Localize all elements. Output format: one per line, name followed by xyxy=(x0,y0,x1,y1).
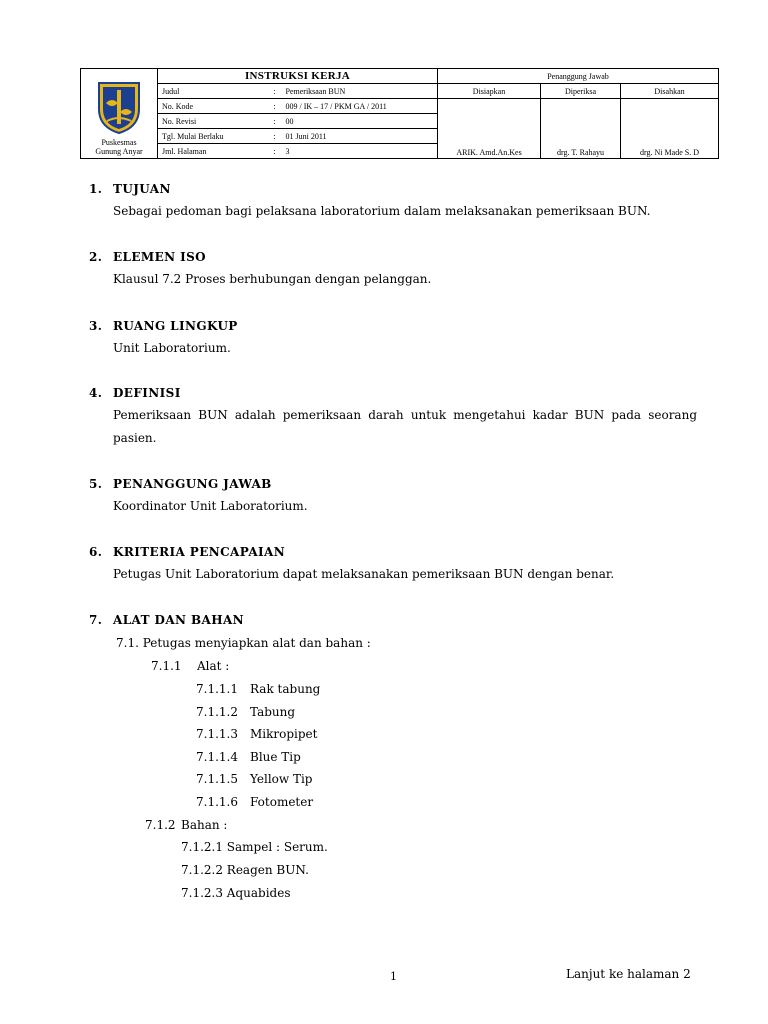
alat-item xyxy=(196,750,301,764)
alat-item-number: 7.1.1.5 xyxy=(196,772,238,786)
bahan-number: 7.1.2 xyxy=(145,818,176,832)
city-emblem-logo xyxy=(95,79,143,135)
signer-prepared: ARIK. Amd.An.Kes xyxy=(438,99,541,159)
section-title: TUJUAN xyxy=(113,182,171,196)
alat-number: 7.1.1 xyxy=(151,659,182,673)
section-number: 2. xyxy=(89,250,103,264)
alat-item xyxy=(196,682,320,696)
section-body: Koordinator Unit Laboratorium. xyxy=(113,499,308,513)
section-title: ALAT DAN BAHAN xyxy=(113,613,245,627)
section-body-line2: pasien. xyxy=(113,431,157,445)
role-checked: Diperiksa xyxy=(541,84,621,99)
alat-item-text: Tabung xyxy=(250,705,296,719)
alat-item xyxy=(196,772,313,786)
field-label-halaman: Jml. Halaman xyxy=(158,144,268,159)
role-prepared: Disiapkan xyxy=(438,84,541,99)
alat-item-text: Yellow Tip xyxy=(250,772,313,786)
bahan-label: Bahan : xyxy=(181,818,228,832)
bahan-item: 7.1.2.3 Aquabides xyxy=(181,886,291,900)
field-value-revisi: 00 xyxy=(282,114,438,129)
alat-item-text: Rak tabung xyxy=(250,682,321,696)
field-colon: : xyxy=(268,129,282,144)
section-heading xyxy=(89,182,651,200)
alat-item-text: Blue Tip xyxy=(250,750,301,764)
section-alat-dan-bahan xyxy=(89,613,244,631)
section-body: Unit Laboratorium. xyxy=(113,341,231,355)
alat-bahan-intro: 7.1. Petugas menyiapkan alat dan bahan : xyxy=(116,636,371,650)
alat-item-number: 7.1.1.1 xyxy=(196,682,238,696)
section-heading xyxy=(89,250,431,268)
section-heading xyxy=(89,319,238,337)
section-title: RUANG LINGKUP xyxy=(113,319,238,333)
logo-caption-line2: Gunung Anyar xyxy=(95,147,143,156)
section-body: Petugas Unit Laboratorium dapat melaksanakan pemeriksaan BUN dengan benar. xyxy=(113,567,615,581)
field-colon: : xyxy=(268,84,282,99)
section-ruang-lingkup xyxy=(89,319,238,360)
section-tujuan xyxy=(89,182,651,223)
field-value-halaman: 3 xyxy=(282,144,438,159)
section-title: ELEMEN ISO xyxy=(113,250,207,264)
field-colon: : xyxy=(268,99,282,114)
field-value-kode: 009 / IK – 17 / PKM GA / 2011 xyxy=(282,99,438,114)
logo-cell xyxy=(81,69,158,159)
alat-item-number: 7.1.1.6 xyxy=(196,795,238,809)
section-title: DEFINISI xyxy=(113,386,181,400)
section-title: KRITERIA PENCAPAIAN xyxy=(113,545,286,559)
logo-caption-line1: Puskesmas xyxy=(101,138,137,147)
alat-label: Alat : xyxy=(197,659,230,673)
section-body: Klausul 7.2 Proses berhubungan dengan pelanggan. xyxy=(113,272,432,286)
field-label-revisi: No. Revisi xyxy=(158,114,268,129)
role-approved: Disahkan xyxy=(621,84,719,99)
section-number: 4. xyxy=(89,386,103,400)
bahan-item: 7.1.2.2 Reagen BUN. xyxy=(181,863,309,877)
section-number: 1. xyxy=(89,182,103,196)
signer-checked: drg. T. Rahayu xyxy=(541,99,621,159)
field-colon: : xyxy=(268,114,282,129)
field-value-judul: Pemeriksaan BUN xyxy=(282,84,438,99)
signer-approved: drg. Ni Made S. D xyxy=(621,99,719,159)
document-type-title: INSTRUKSI KERJA xyxy=(158,69,438,84)
section-definisi xyxy=(89,386,697,450)
field-label-tanggal: Tgl. Mulai Berlaku xyxy=(158,129,268,144)
section-elemen-iso xyxy=(89,250,431,291)
alat-item-text: Mikropipet xyxy=(250,727,318,741)
field-value-tanggal: 01 Juni 2011 xyxy=(282,129,438,144)
alat-item-number: 7.1.1.2 xyxy=(196,705,238,719)
section-heading xyxy=(89,386,697,404)
section-body: Sebagai pedoman bagi pelaksana laboratorium dalam melaksanakan pemeriksaan BUN. xyxy=(113,204,651,218)
page-number: 1 xyxy=(390,970,397,983)
alat-subheading xyxy=(151,659,229,673)
continue-note: Lanjut ke halaman 2 xyxy=(566,967,691,981)
section-title: PENANGGUNG JAWAB xyxy=(113,477,272,491)
section-body-line1: Pemeriksaan BUN adalah pemeriksaan darah untuk mengetahui kadar BUN pada seorang xyxy=(113,408,697,422)
field-label-kode: No. Kode xyxy=(158,99,268,114)
alat-item xyxy=(196,705,295,719)
section-kriteria-pencapaian xyxy=(89,545,614,586)
document-header-table xyxy=(80,68,719,159)
bahan-item: 7.1.2.1 Sampel : Serum. xyxy=(181,840,328,854)
field-colon: : xyxy=(268,144,282,159)
field-label-judul: Judul xyxy=(158,84,268,99)
section-number: 5. xyxy=(89,477,103,491)
alat-item xyxy=(196,795,313,809)
bahan-subheading xyxy=(145,818,227,832)
alat-item-number: 7.1.1.3 xyxy=(196,727,238,741)
section-number: 3. xyxy=(89,319,103,333)
section-heading xyxy=(89,545,614,563)
section-heading xyxy=(89,477,308,495)
section-heading xyxy=(89,613,244,631)
section-number: 7. xyxy=(89,613,103,627)
alat-item-text: Fotometer xyxy=(250,795,314,809)
alat-item xyxy=(196,727,317,741)
section-number: 6. xyxy=(89,545,103,559)
section-penanggung-jawab xyxy=(89,477,308,518)
responsible-header: Penanggung Jawab xyxy=(438,69,719,84)
alat-item-number: 7.1.1.4 xyxy=(196,750,238,764)
